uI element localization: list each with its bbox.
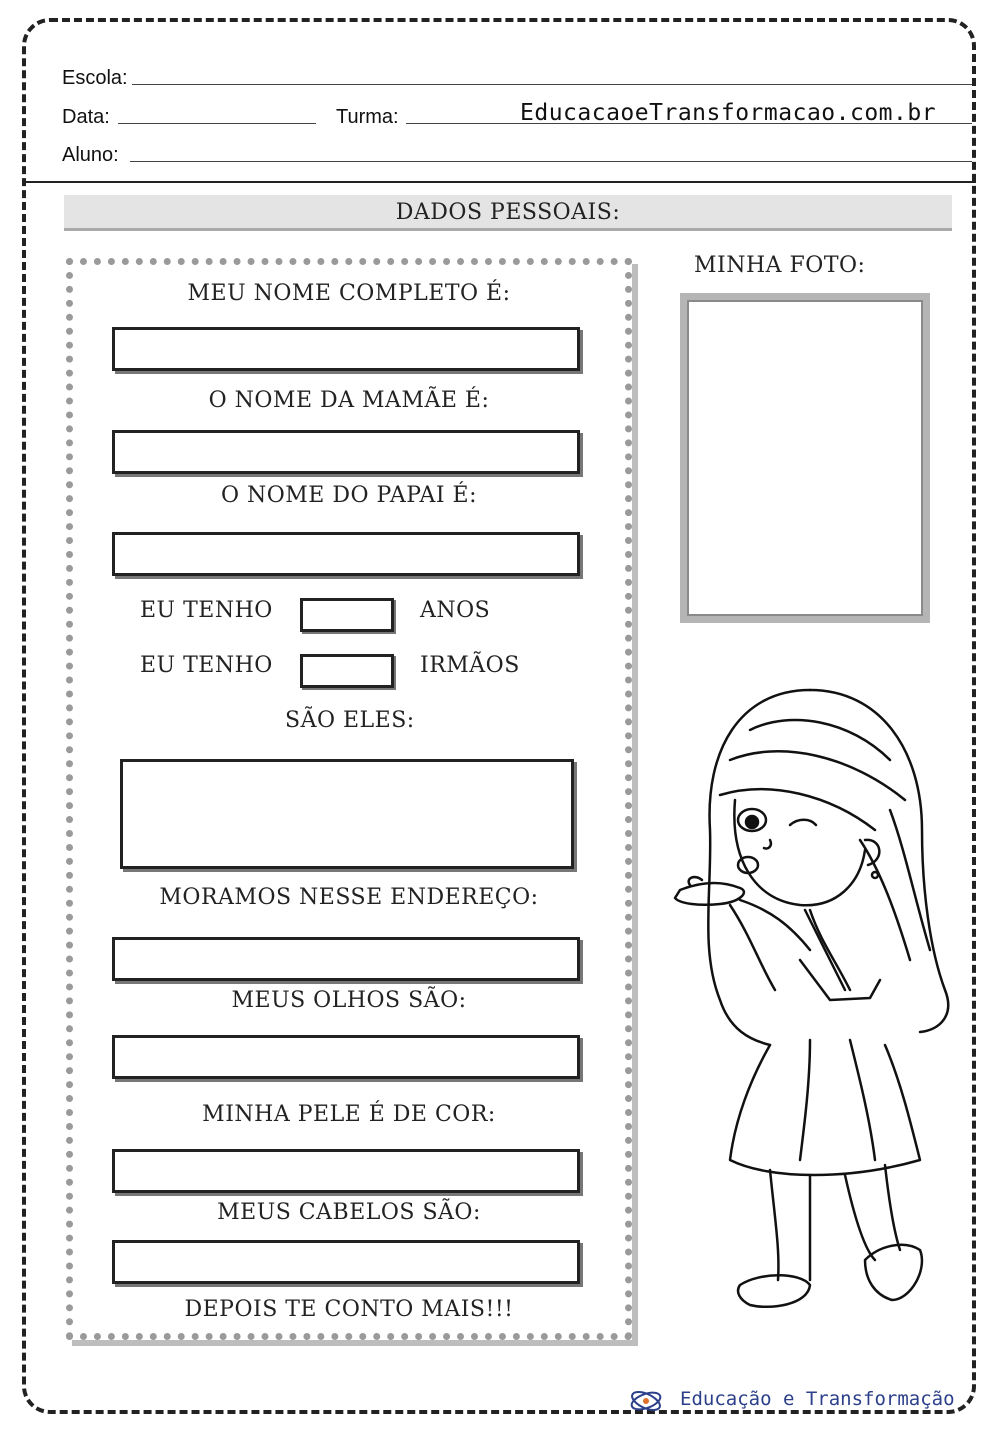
age-prefix-label: EU TENHO: [140, 598, 273, 623]
date-label: Data:: [62, 106, 110, 128]
skin-label: MINHA PELE É DE COR:: [202, 1102, 496, 1127]
mother-name-field[interactable]: [112, 430, 580, 474]
siblings-count-field[interactable]: [300, 654, 394, 688]
student-label: Aluno:: [62, 144, 119, 166]
school-field[interactable]: [132, 84, 972, 85]
address-label: MORAMOS NESSE ENDEREÇO:: [159, 885, 539, 910]
full-name-field[interactable]: [112, 327, 580, 371]
age-suffix-label: ANOS: [420, 598, 491, 623]
siblings-prefix-label: EU TENHO: [140, 653, 273, 678]
full-name-label: MEU NOME COMPLETO É:: [187, 281, 511, 306]
skin-field[interactable]: [112, 1149, 580, 1193]
atom-orbit-icon: [628, 1386, 674, 1416]
website-watermark: EducacaoeTransformacao.com.br: [520, 100, 937, 126]
closing-text: DEPOIS TE CONTO MAIS!!!: [184, 1297, 514, 1322]
hair-field[interactable]: [112, 1240, 580, 1284]
class-label: Turma:: [336, 106, 399, 128]
school-label: Escola:: [62, 67, 128, 89]
header-divider: [26, 181, 976, 183]
address-field[interactable]: [112, 937, 580, 981]
hair-label: MEUS CABELOS SÃO:: [217, 1200, 481, 1225]
student-field[interactable]: [130, 161, 972, 162]
brand-name: Educação e Transformação: [680, 1388, 955, 1410]
siblings-suffix-label: IRMÃOS: [420, 653, 520, 678]
father-name-field[interactable]: [112, 532, 580, 576]
mother-name-label: O NOME DA MAMÃE É:: [208, 388, 490, 413]
photo-label: MINHA FOTO:: [694, 253, 866, 278]
father-name-label: O NOME DO PAPAI É:: [220, 483, 478, 508]
siblings-names-label: SÃO ELES:: [285, 708, 415, 733]
date-field[interactable]: [118, 123, 316, 124]
photo-frame[interactable]: [680, 293, 930, 623]
section-bar: [64, 195, 952, 231]
section-title: DADOS PESSOAIS:: [395, 200, 621, 225]
eyes-field[interactable]: [112, 1035, 580, 1079]
girl-illustration: [660, 660, 960, 1340]
age-field[interactable]: [300, 598, 394, 632]
eyes-label: MEUS OLHOS SÃO:: [231, 988, 467, 1013]
siblings-names-field[interactable]: [120, 759, 574, 869]
